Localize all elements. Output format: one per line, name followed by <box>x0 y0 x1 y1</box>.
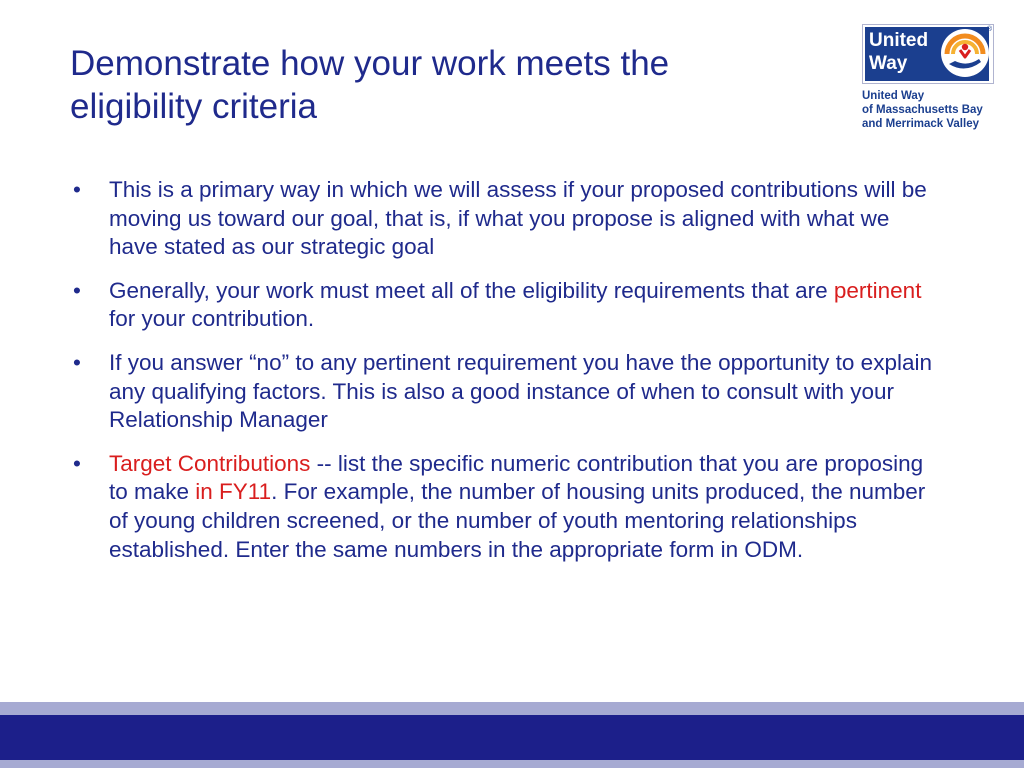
logo-caption-line-2: of Massachusetts Bay <box>862 104 983 116</box>
bullet-text: . For example, the number of housing units produced, the number of young children screened, or the number of youth mentoring relationships established. Enter the same numbers in the appropriate form in ODM. <box>109 479 926 562</box>
bullet-text: This is a primary way in which we will assess if your proposed contributions will be moving us toward our goal, that is, if what you propose is aligned with what we have stated as our strategic goal <box>109 177 927 260</box>
helping-hand-rainbow-icon <box>939 26 991 78</box>
logo-caption <box>862 89 1002 131</box>
logo-wordmark <box>869 29 928 75</box>
bullet-item <box>73 349 943 435</box>
logo-word-line-2: Way <box>869 53 908 74</box>
registered-mark: ® <box>986 26 992 33</box>
bullet-item <box>73 277 943 334</box>
bullet-marker: • <box>73 277 81 303</box>
bullet-list <box>73 176 943 579</box>
highlight-target-contributions: Target Contributions <box>109 450 311 476</box>
highlight-fiscal-year: in FY11 <box>195 479 272 505</box>
bullet-text: If you answer “no” to any pertinent requirement you have the opportunity to explain any qualifying factors. This is also a good instance of when to consult with your Relationship Manager <box>109 349 932 433</box>
logo-caption-line-3: and Merrimack Valley <box>862 118 979 130</box>
bullet-text: Generally, your work must meet all of the eligibility requirements that are <box>109 277 834 303</box>
logo-mark <box>862 24 994 84</box>
bullet-marker: • <box>73 177 81 202</box>
footer-band-bottom <box>0 760 1024 768</box>
bullet-item <box>73 176 943 262</box>
footer-band-dark <box>0 715 1024 760</box>
bullet-marker: • <box>73 450 81 476</box>
bullet-item <box>73 450 943 564</box>
logo-word-line-1: United <box>869 30 929 51</box>
highlight-pertinent: pertinent <box>833 277 922 303</box>
bullet-marker: • <box>73 349 81 375</box>
slide-title: Demonstrate how your work meets the eligibility criteria <box>70 44 670 126</box>
bullet-text: for your contribution. <box>109 306 315 332</box>
bullet-text: -- list the specific numeric contribution that you are proposing to make <box>109 450 924 505</box>
logo-caption-line-1: United Way <box>862 90 925 102</box>
united-way-logo <box>862 24 1002 131</box>
footer-band-light <box>0 702 1024 715</box>
